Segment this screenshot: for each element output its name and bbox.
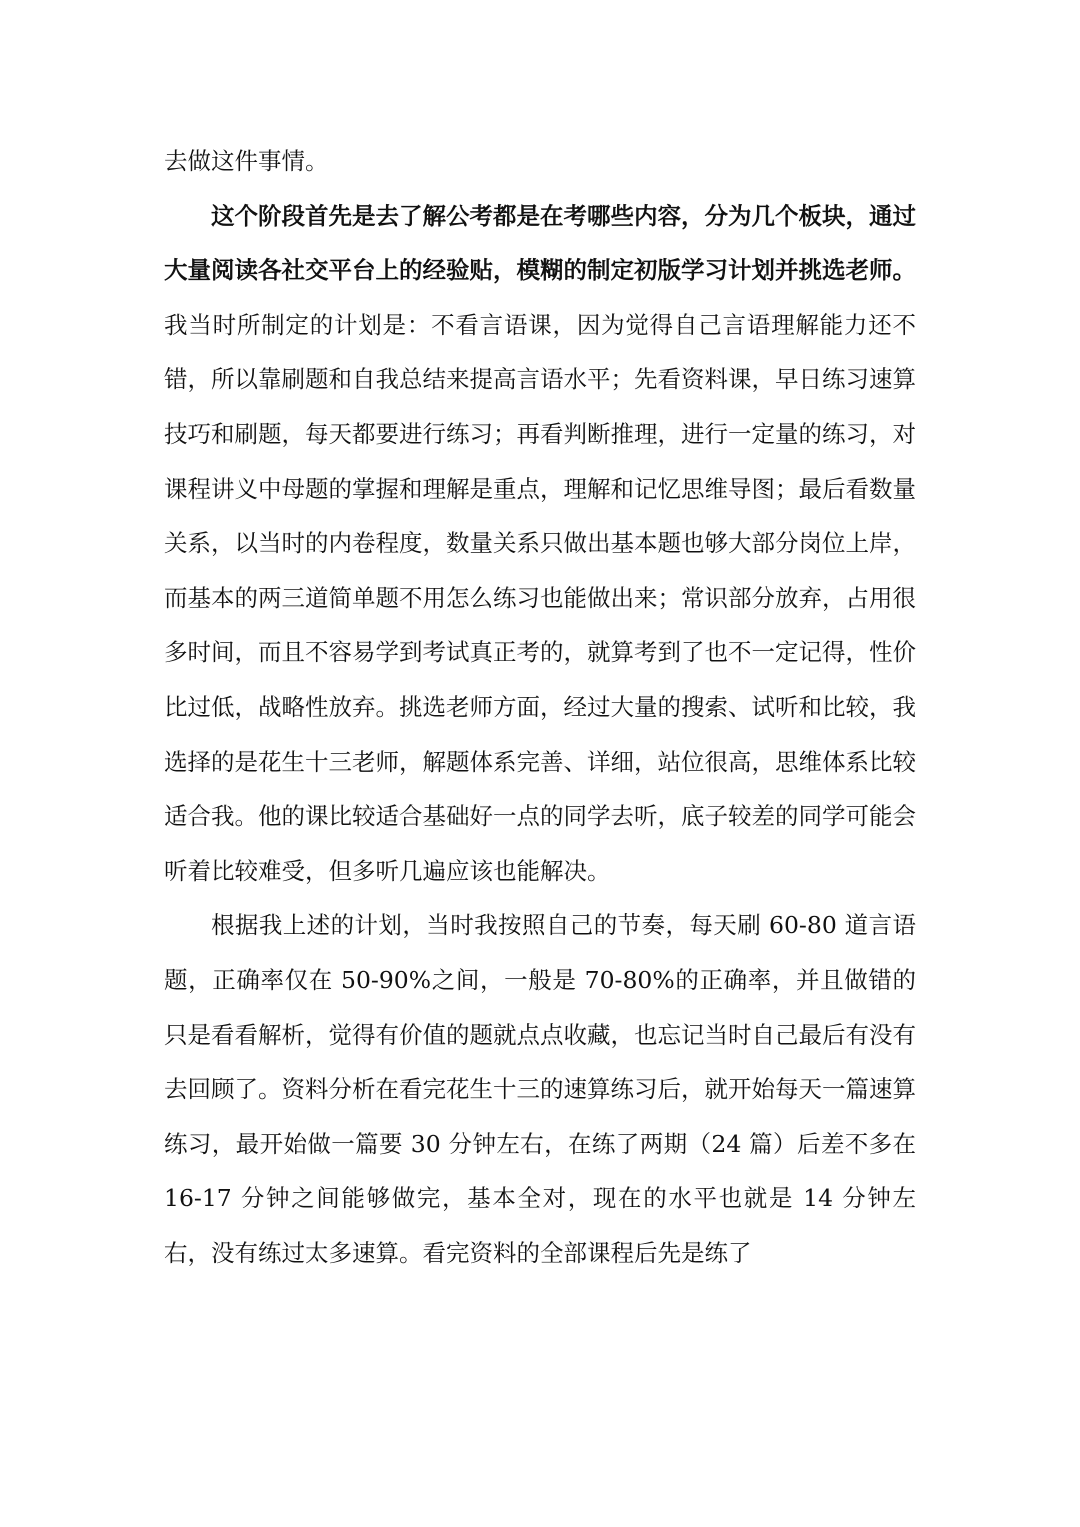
document-page	[164, 134, 916, 1280]
bold-lead-sentence: 这个阶段首先是去了解公考都是在考哪些内容，分为几个板块，通过大量阅读各社交平台上的经验贴，模糊的制定初版学习计划并挑选老师。	[164, 201, 916, 285]
continuation-paragraph: 去做这件事情。	[164, 147, 329, 175]
plan-details-text: 我当时所制定的计划是：不看言语课，因为觉得自己言语理解能力还不错，所以靠刷题和自我总结来提高言语水平；先看资料课，早日练习速算技巧和刷题，每天都要进行练习；再看判断推理，进行一定量的练习，对课程讲义中母题的掌握和理解是重点，理解和记忆思维导图；最后看数量关系，以当时的内卷程度，数量关系只做出基本题也够大部分岗位上岸，而基本的两三道简单题不用怎么练习也能做出来；常识部分放弃，占用很多时间，而且不容易学到考试真正考的，就算考到了也不一定记得，性价比过低，战略性放弃。挑选老师方面，经过大量的搜索、试听和比较，我选择的是花生十三老师，解题体系完善、详细，站位很高，思维体系比较适合我。他的课比较适合基础好一点的同学去听，底子较差的同学可能会听着比较难受，但多听几遍应该也能解决。	[164, 310, 916, 885]
planning-stage-paragraph	[164, 189, 916, 899]
practice-progress-paragraph: 根据我上述的计划，当时我按照自己的节奏，每天刷 60-80 道言语题，正确率仅在 50-90%之间，一般是 70-80%的正确率，并且做错的只是看看解析，觉得有价值的题就点点收藏，也忘记当时自己最后有没有去回顾了。资料分析在看完花生十三的速算练习后，就开始每天一篇速算练习，最开始做一篇要 30 分钟左右，在练了两期（24 篇）后差不多在 16-17 分钟之间能够做完，基本全对，现在的水平也就是 14 分钟左右，没有练过太多速算。看完资料的全部课程后先是练了	[164, 911, 916, 1267]
